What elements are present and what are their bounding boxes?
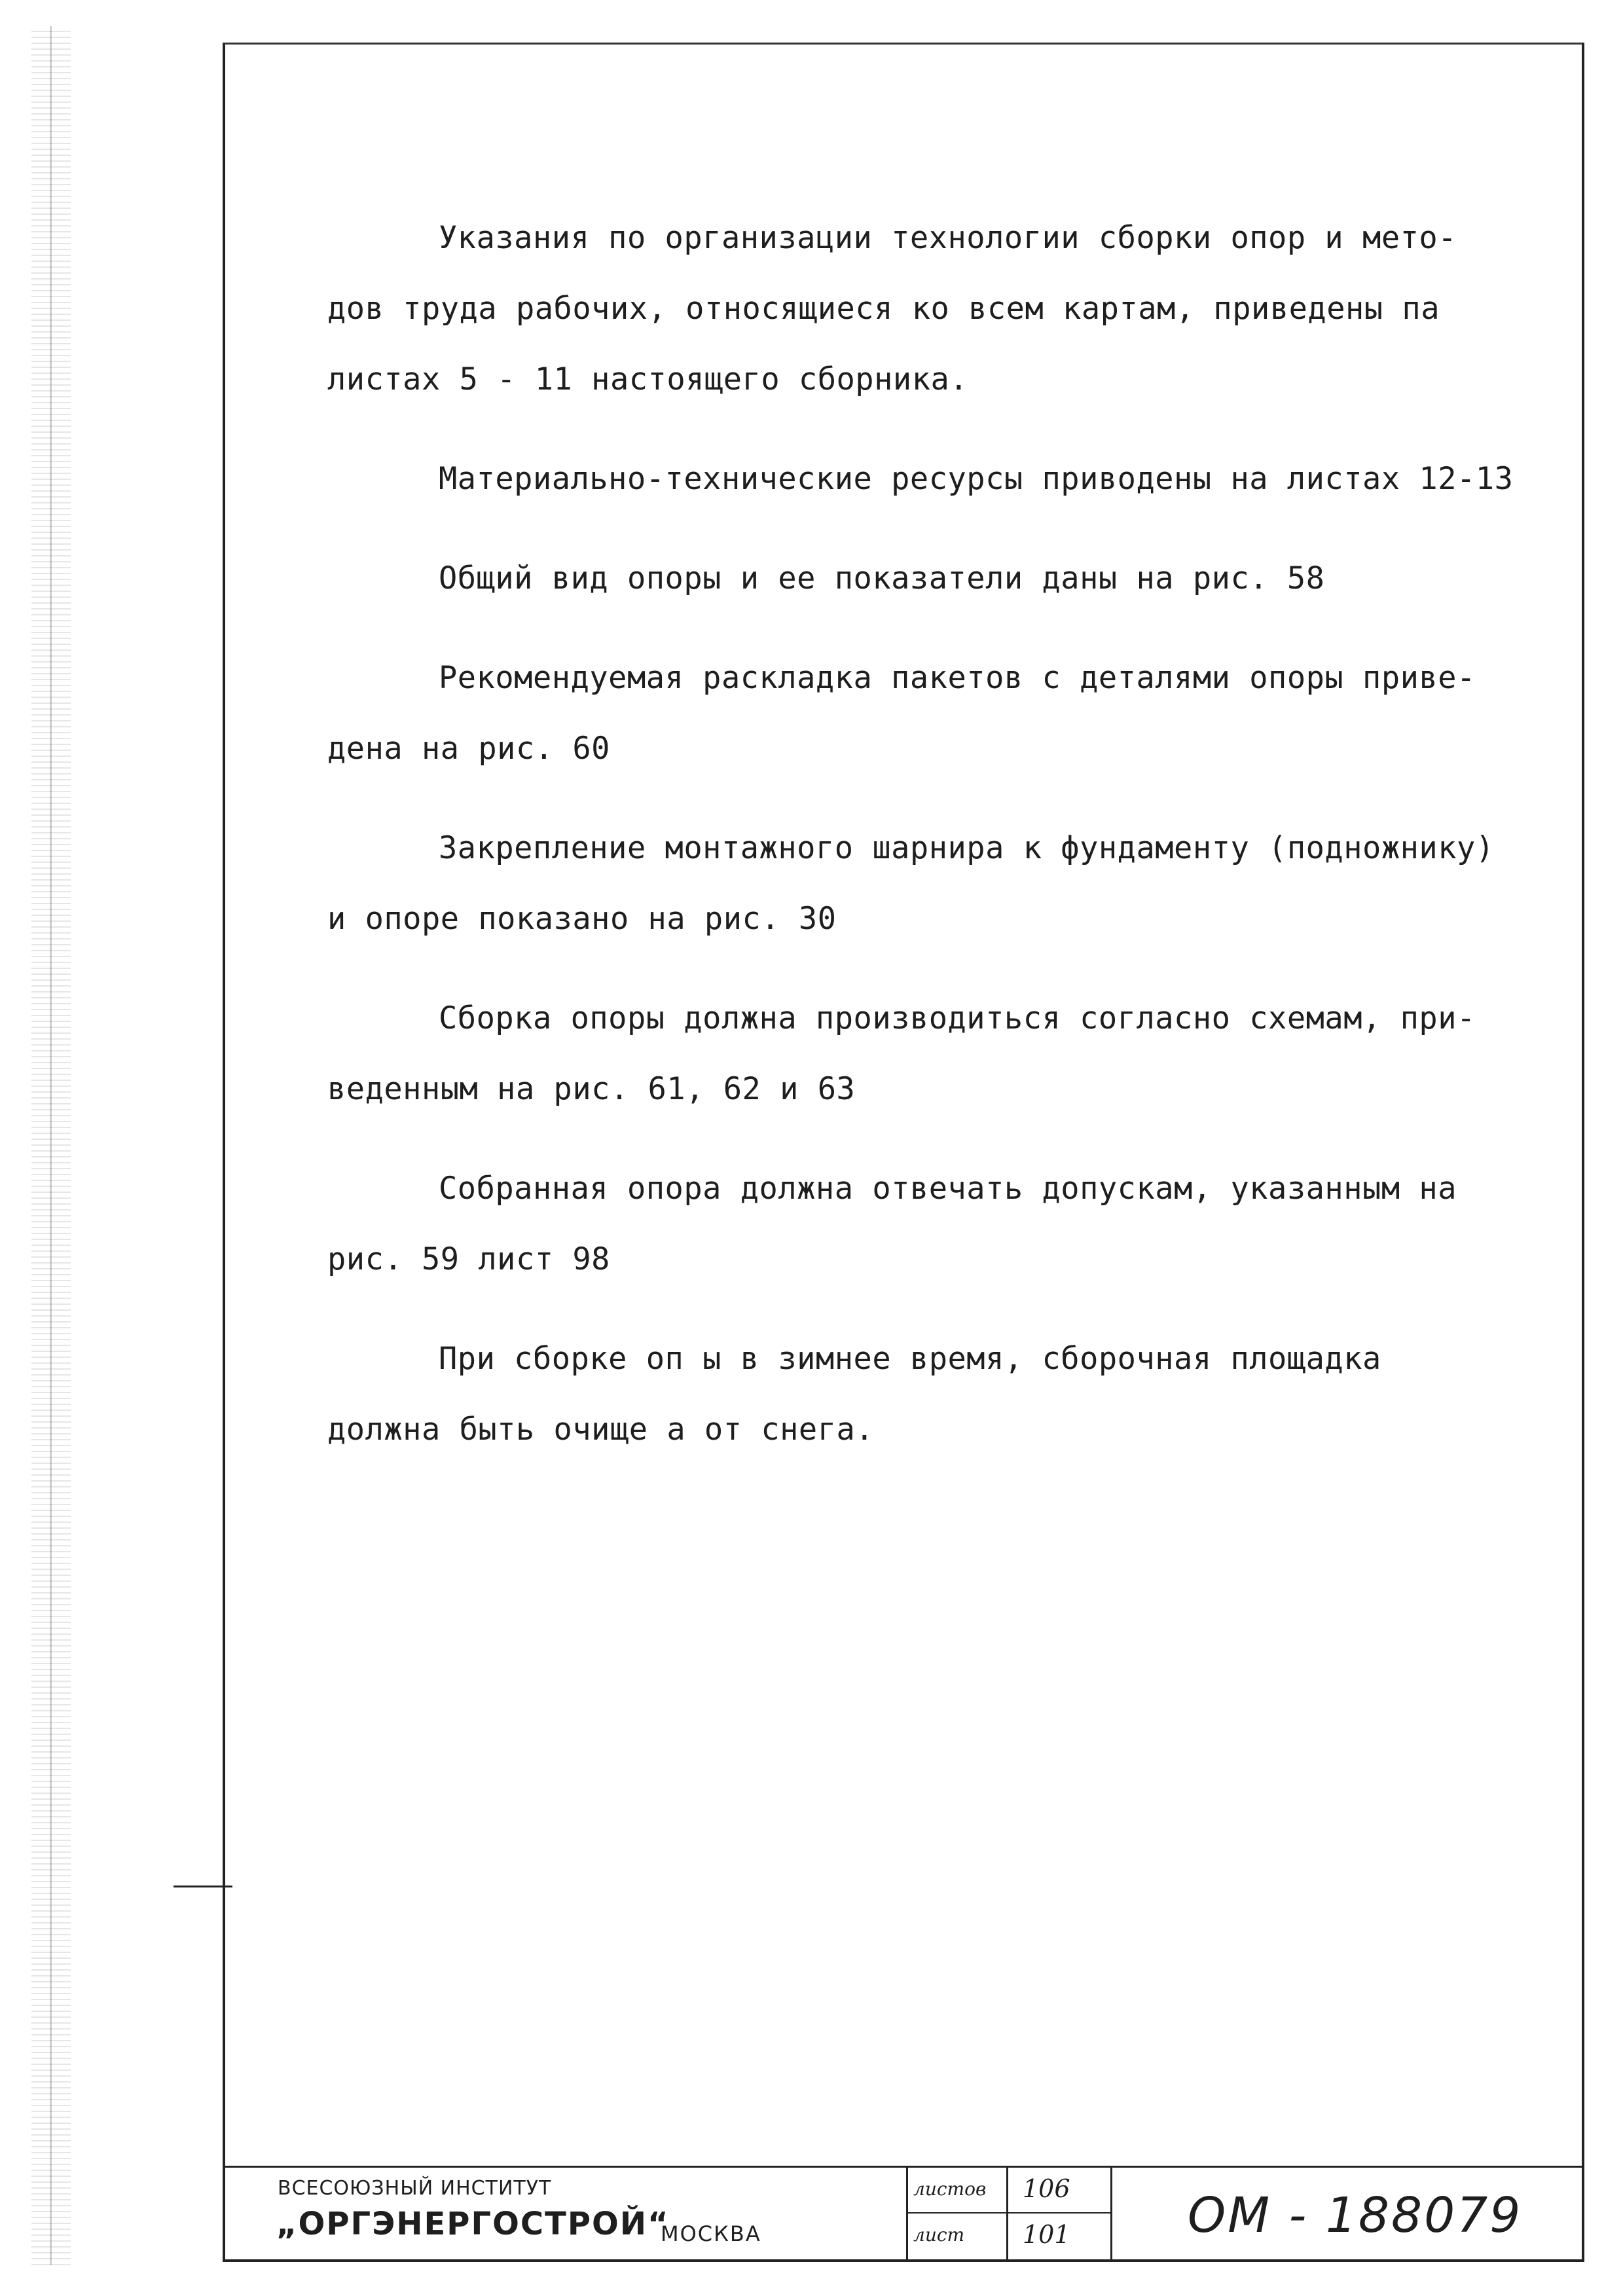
paragraph: [327, 983, 1597, 1125]
text-line: Закрепление монтажного шарнира к фундаменту (подножнику): [439, 830, 1495, 866]
sheet-number-row: [908, 2214, 1110, 2258]
paragraph: [327, 203, 1597, 415]
frame-tick-mark: [173, 1886, 232, 1887]
institute-name: „ОРГЭНЕРГОСТРОЙ“: [276, 2206, 670, 2242]
text-line: дов труда рабочих, относящиеся ко всем картам, приведены па: [327, 291, 1440, 327]
text-line: и опоре показано на рис. 30: [327, 901, 837, 937]
sheets-total-row: [908, 2168, 1110, 2214]
text-line: Указания по организации технологии сборки опор и мето-: [439, 220, 1457, 256]
text-line: рис. 59 лист 98: [327, 1241, 610, 1277]
paragraph: [327, 1154, 1597, 1295]
paragraph: [327, 444, 1597, 515]
paragraph: [327, 1324, 1597, 1465]
paragraph: [327, 543, 1597, 614]
text-line: Сборка опоры должна производиться согласно схемам, при-: [439, 1000, 1476, 1036]
sheet-count-table: [906, 2168, 1112, 2259]
text-line: Общий вид опоры и ее показатели даны на рис. 58: [439, 560, 1325, 596]
paragraph: [327, 813, 1597, 955]
text-line: При сборке оп ы в зимнее время, сборочная площадка: [439, 1341, 1381, 1377]
text-line: листах 5 - 11 настоящего сборника.: [327, 361, 969, 397]
binding-strip: [31, 26, 71, 2265]
text-line: должна быть очище а от снега.: [327, 1412, 875, 1448]
document-body: [327, 203, 1597, 1465]
text-line: Материально-технические ресурсы приводены на листах 12-13: [439, 461, 1514, 497]
text-line: веденным на рис. 61, 62 и 63: [327, 1071, 856, 1107]
institute-type: ВСЕСОЮЗНЫЙ ИНСТИТУТ: [278, 2177, 552, 2200]
text-line: дена на рис. 60: [327, 731, 610, 767]
text-line: Рекомендуемая раскладка пакетов с деталями опоры приве-: [439, 660, 1476, 696]
sheet-number-value: 101: [1023, 2220, 1070, 2249]
paragraph: [327, 643, 1597, 784]
sheets-total-value: 106: [1023, 2174, 1070, 2203]
text-line: Собранная опора должна отвечать допускам, указанным на: [439, 1171, 1457, 1207]
sheets-total-label: листов: [913, 2178, 987, 2200]
sheet-number-label: лист: [913, 2224, 965, 2246]
document-code: ОМ - 188079: [1188, 2187, 1523, 2244]
institute-city: МОСКВА: [661, 2221, 761, 2246]
title-block: [225, 2166, 1582, 2259]
